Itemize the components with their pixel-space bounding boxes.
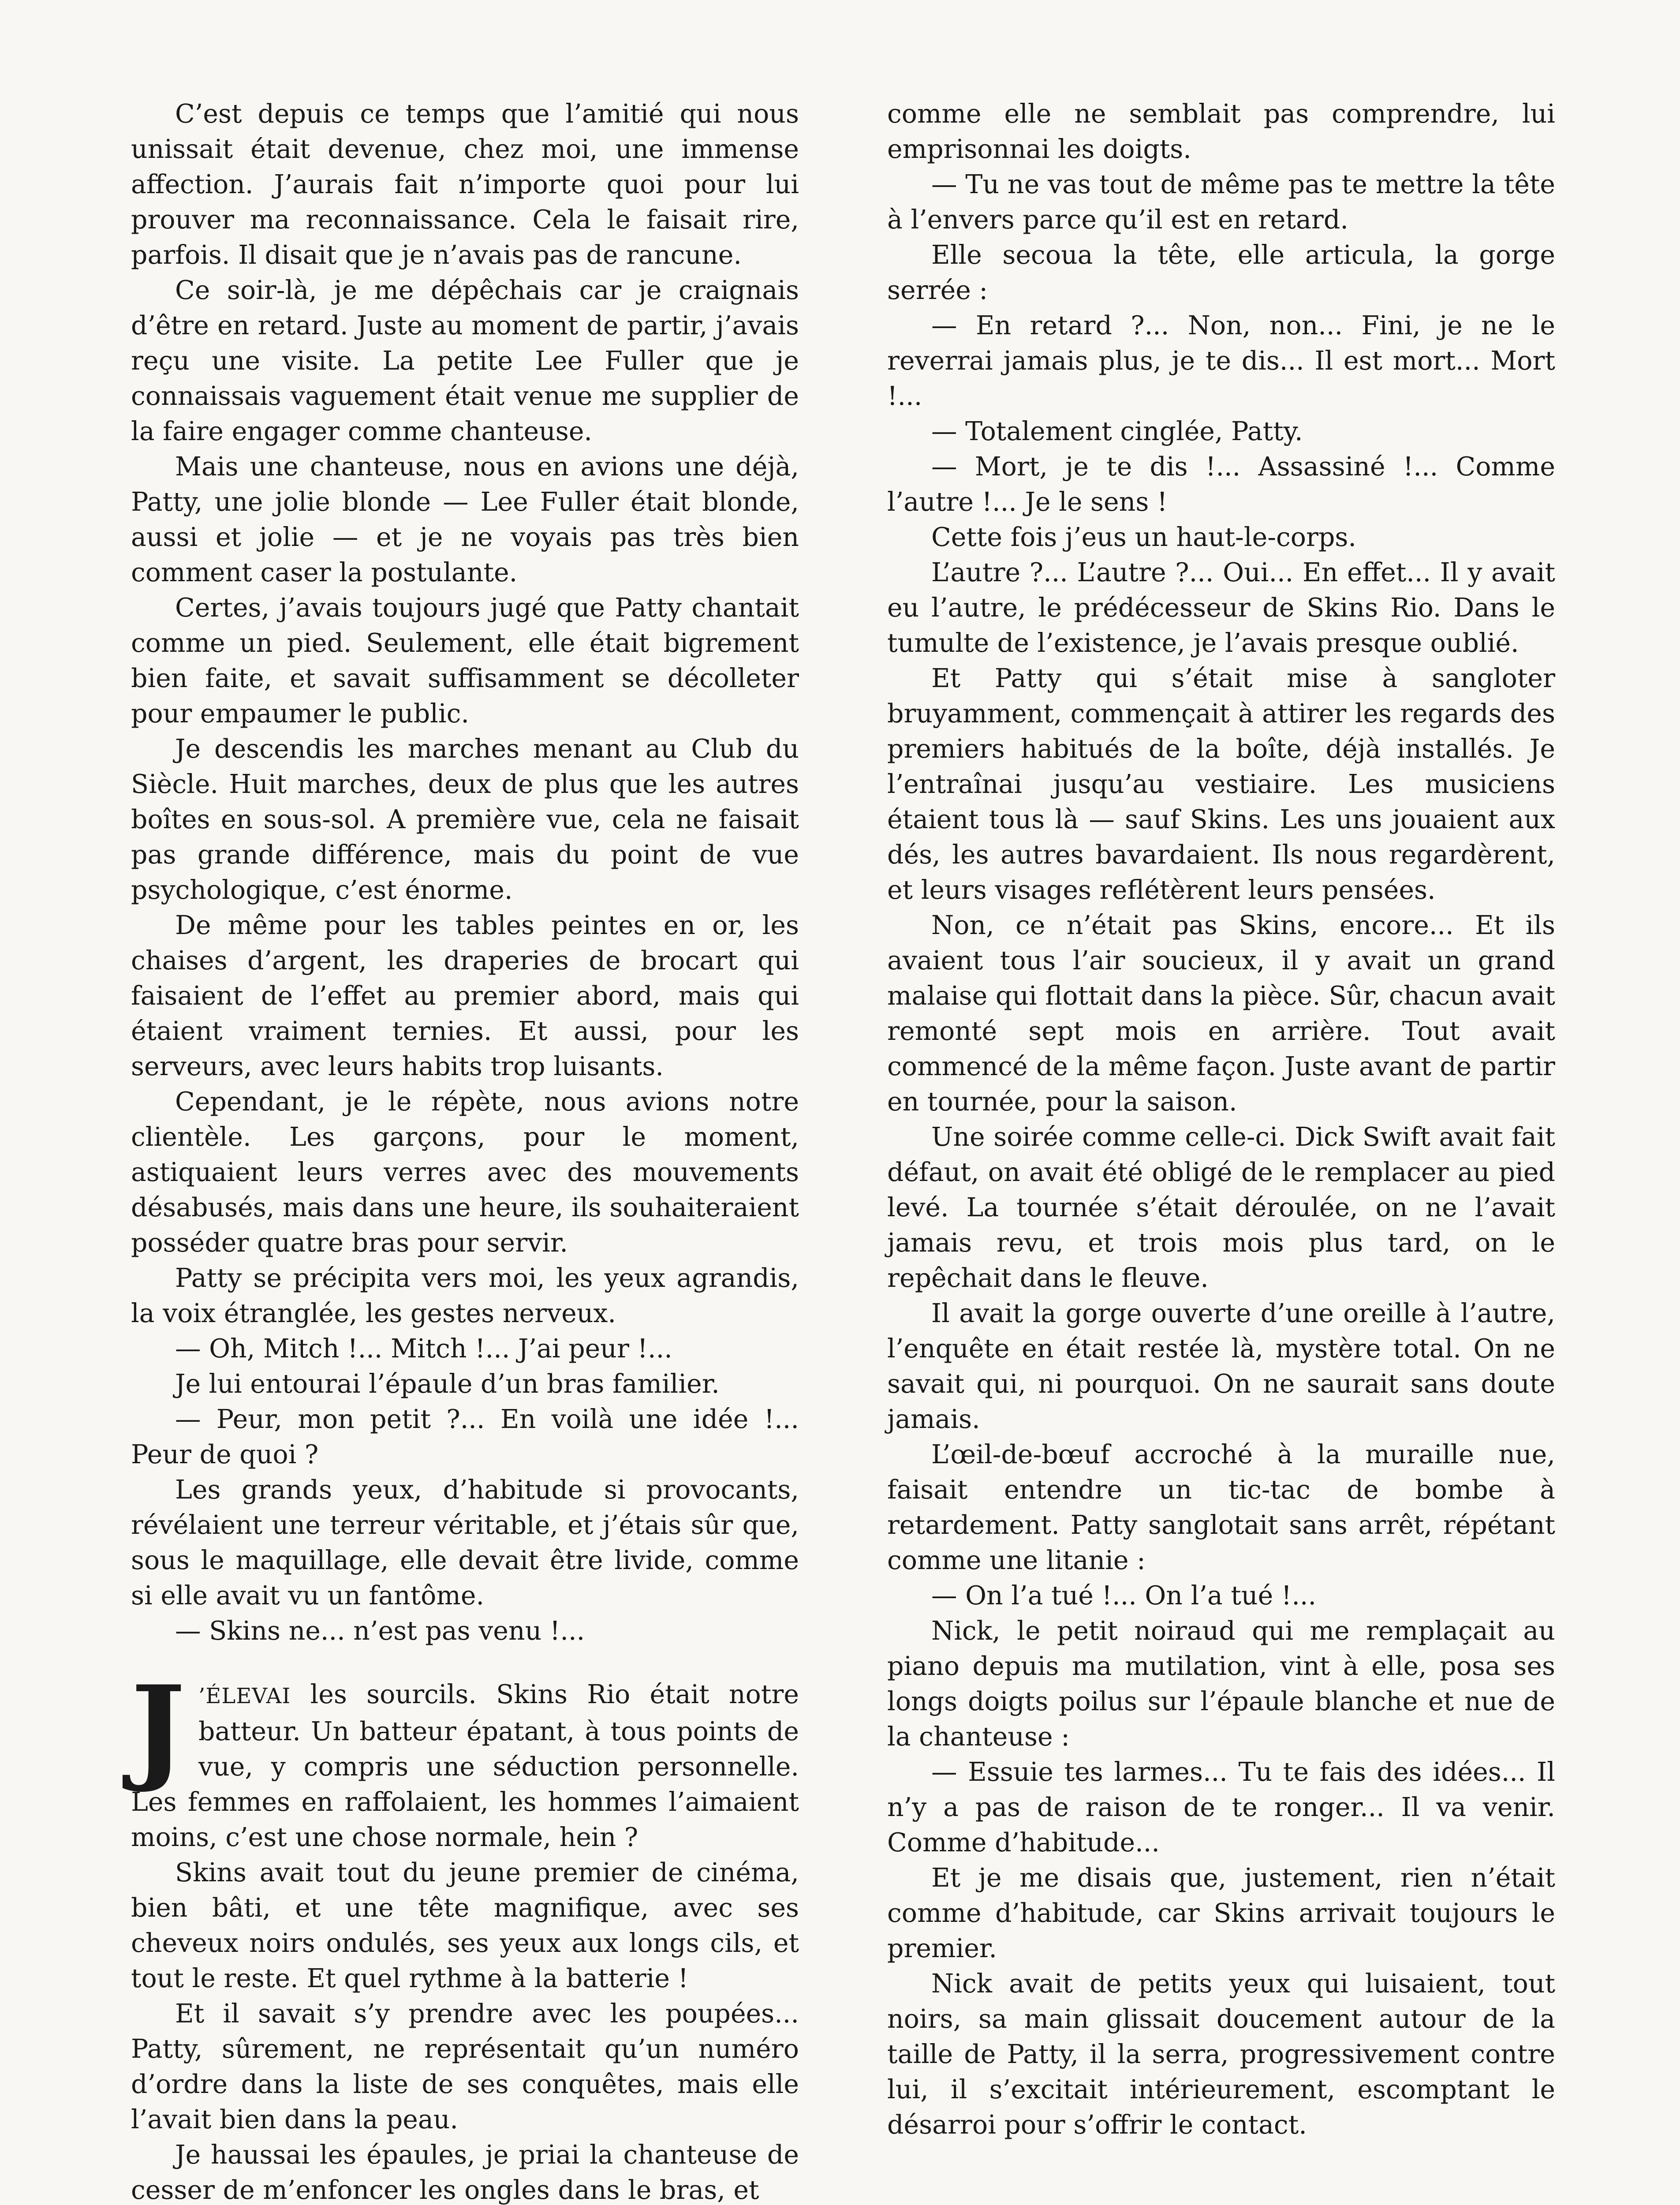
drop-cap-letter: J: [131, 1661, 186, 1795]
dialog-line: — Skins ne... n’est pas venu !...: [175, 1616, 585, 1646]
paragraph-continuation: comme elle ne semblait pas comprendre, lui emprisonnai les doigts.: [887, 99, 1555, 164]
paragraph: Cette fois j’eus un haut-le-corps.: [931, 522, 1357, 552]
paragraph: Elle secoua la tête, elle articula, la gorge serrée :: [887, 240, 1555, 305]
paragraph: Non, ce n’était pas Skins, encore... Et ils avaient tous l’air soucieux, il y avait un grand malaise qui flottait dans la pièce. Sûr, chacun avait remonté sept mois en arrière. Tout avait commencé de la même façon. Juste avant de partir en tournée, pour la saison.: [887, 910, 1555, 1117]
dropcap-smallcaps-word: ’ÉLEVAI: [198, 1684, 291, 1708]
dialog-line: — Oh, Mitch !... Mitch !... J’ai peur !...: [175, 1334, 672, 1364]
right-text-column: [887, 96, 1555, 2142]
paragraph: Je descendis les marches menant au Club du Siècle. Huit marches, deux de plus que les autres boîtes en sous-sol. A première vue, cela ne faisait pas grande différence, mais du point de vue psychologique, c’est énorme.: [131, 734, 799, 905]
paragraph: Je haussai les épaules, je priai la chanteuse de cesser de m’enfoncer les ongles dans le bras, et: [131, 2140, 799, 2205]
paragraph: Certes, j’avais toujours jugé que Patty chantait comme un pied. Seulement, elle était bigrement bien faite, et savait suffisamment se décolleter pour empaumer le public.: [131, 593, 799, 729]
paragraph: C’est depuis ce temps que l’amitié qui nous unissait était devenue, chez moi, une immense affection. J’aurais fait n’importe quoi pour lui prouver ma reconnaissance. Cela le faisait rire, parfois. Il disait que je n’avais pas de rancune.: [131, 99, 799, 270]
dialog-line: — Totalement cinglée, Patty.: [931, 416, 1303, 446]
dialog-line: — En retard ?... Non, non... Fini, je ne le reverrai jamais plus, je te dis... Il est mort... Mort !...: [887, 310, 1555, 411]
dialog-line: — Peur, mon petit ?... En voilà une idée !... Peur de quoi ?: [131, 1404, 799, 1469]
paragraph: Et il savait s’y prendre avec les poupées... Patty, sûrement, ne représentait qu’un numéro d’ordre dans la liste de ses conquêtes, mais elle l’avait bien dans la peau.: [131, 1999, 799, 2134]
paragraph: Mais une chanteuse, nous en avions une déjà, Patty, une jolie blonde — Lee Fuller était blonde, aussi et jolie — et je ne voyais pas très bien comment caser la postulante.: [131, 452, 799, 587]
paragraph: L’œil-de-bœuf accroché à la muraille nue, faisait entendre un tic-tac de bombe à retardement. Patty sanglotait sans arrêt, répétant comme une litanie :: [887, 1439, 1555, 1575]
paragraph: Ce soir-là, je me dépêchais car je craignais d’être en retard. Juste au moment de partir, j’avais reçu une visite. La petite Lee Fuller que je connaissais vaguement était venue me supplier de la faire engager comme chanteuse.: [131, 275, 799, 446]
paragraph: Cependant, je le répète, nous avions notre clientèle. Les garçons, pour le moment, astiquaient leurs verres avec des mouvements désabusés, mais dans une heure, ils souhaiteraient posséder quatre bras pour servir.: [131, 1087, 799, 1258]
paragraph: Nick, le petit noiraud qui me remplaçait au piano depuis ma mutilation, vint à elle, posa ses longs doigts poilus sur l’épaule blanche et nue de la chanteuse :: [887, 1616, 1555, 1752]
dropcap-paragraph-text: les sourcils. Skins Rio était notre batteur. Un batteur épatant, à tous points de vue, y compris une séduction personnelle. Les femmes en raffolaient, les hommes l’aimaient moins, c’est une chose normale, hein ?: [131, 1679, 799, 1852]
paragraph: Les grands yeux, d’habitude si provocants, révélaient une terreur véritable, et j’étais sûr que, sous le maquillage, elle devait être livide, comme si elle avait vu un fantôme.: [131, 1475, 799, 1611]
dialog-line: — Essuie tes larmes... Tu te fais des idées... Il n’y a pas de raison de te ronger... Il va venir. Comme d’habitude...: [887, 1757, 1555, 1857]
dropcap-paragraph: [131, 1661, 799, 1855]
paragraph: Patty se précipita vers moi, les yeux agrandis, la voix étranglée, les gestes nerveux.: [131, 1263, 799, 1328]
paragraph: De même pour les tables peintes en or, les chaises d’argent, les draperies de brocart qui faisaient de l’effet au premier abord, mais qui étaient vraiment ternies. Et aussi, pour les serveurs, avec leurs habits trop luisants.: [131, 910, 799, 1081]
paragraph: Nick avait de petits yeux qui luisaient, tout noirs, sa main glissait doucement autour de la taille de Patty, il la serra, progressivement contre lui, il s’excitait intérieurement, escomptant le désarroi pour s’offrir le contact.: [887, 1969, 1555, 2140]
paragraph: Skins avait tout du jeune premier de cinéma, bien bâti, et une tête magnifique, avec ses cheveux noirs ondulés, ses yeux aux longs cils, et tout le reste. Et quel rythme à la batterie !: [131, 1857, 799, 1993]
paragraph: Et je me disais que, justement, rien n’était comme d’habitude, car Skins arrivait toujours le premier.: [887, 1863, 1555, 1963]
paragraph: L’autre ?... L’autre ?... Oui... En effet... Il y avait eu l’autre, le prédécesseur de Skins Rio. Dans le tumulte de l’existence, je l’avais presque oublié.: [887, 557, 1555, 658]
paragraph: Je lui entourai l’épaule d’un bras familier.: [175, 1369, 720, 1399]
dialog-line: — Tu ne vas tout de même pas te mettre la tête à l’envers parce qu’il est en retard.: [887, 169, 1555, 235]
paragraph: Et Patty qui s’était mise à sangloter bruyamment, commençait à attirer les regards des premiers habitués de la boîte, déjà installés. Je l’entraînai jusqu’au vestiaire. Les musiciens étaient tous là — sauf Skins. Les uns jouaient aux dés, les autres bavardaient. Ils nous regardèrent, et leurs visages reflétèrent leurs pensées.: [887, 663, 1555, 905]
dialog-line: — Mort, je te dis !... Assassiné !... Comme l’autre !... Je le sens !: [887, 452, 1555, 517]
dialog-line: — On l’a tué !... On l’a tué !...: [931, 1581, 1317, 1611]
paragraph: Il avait la gorge ouverte d’une oreille à l’autre, l’enquête en était restée là, mystère total. On ne savait qui, ni pourquoi. On ne saurait sans doute jamais.: [887, 1298, 1555, 1434]
paragraph: Une soirée comme celle-ci. Dick Swift avait fait défaut, on avait été obligé de le remplacer au pied levé. La tournée s’était déroulée, on ne l’avait jamais revu, et trois mois plus tard, on le repêchait dans le fleuve.: [887, 1122, 1555, 1293]
left-text-column: [131, 96, 799, 2205]
